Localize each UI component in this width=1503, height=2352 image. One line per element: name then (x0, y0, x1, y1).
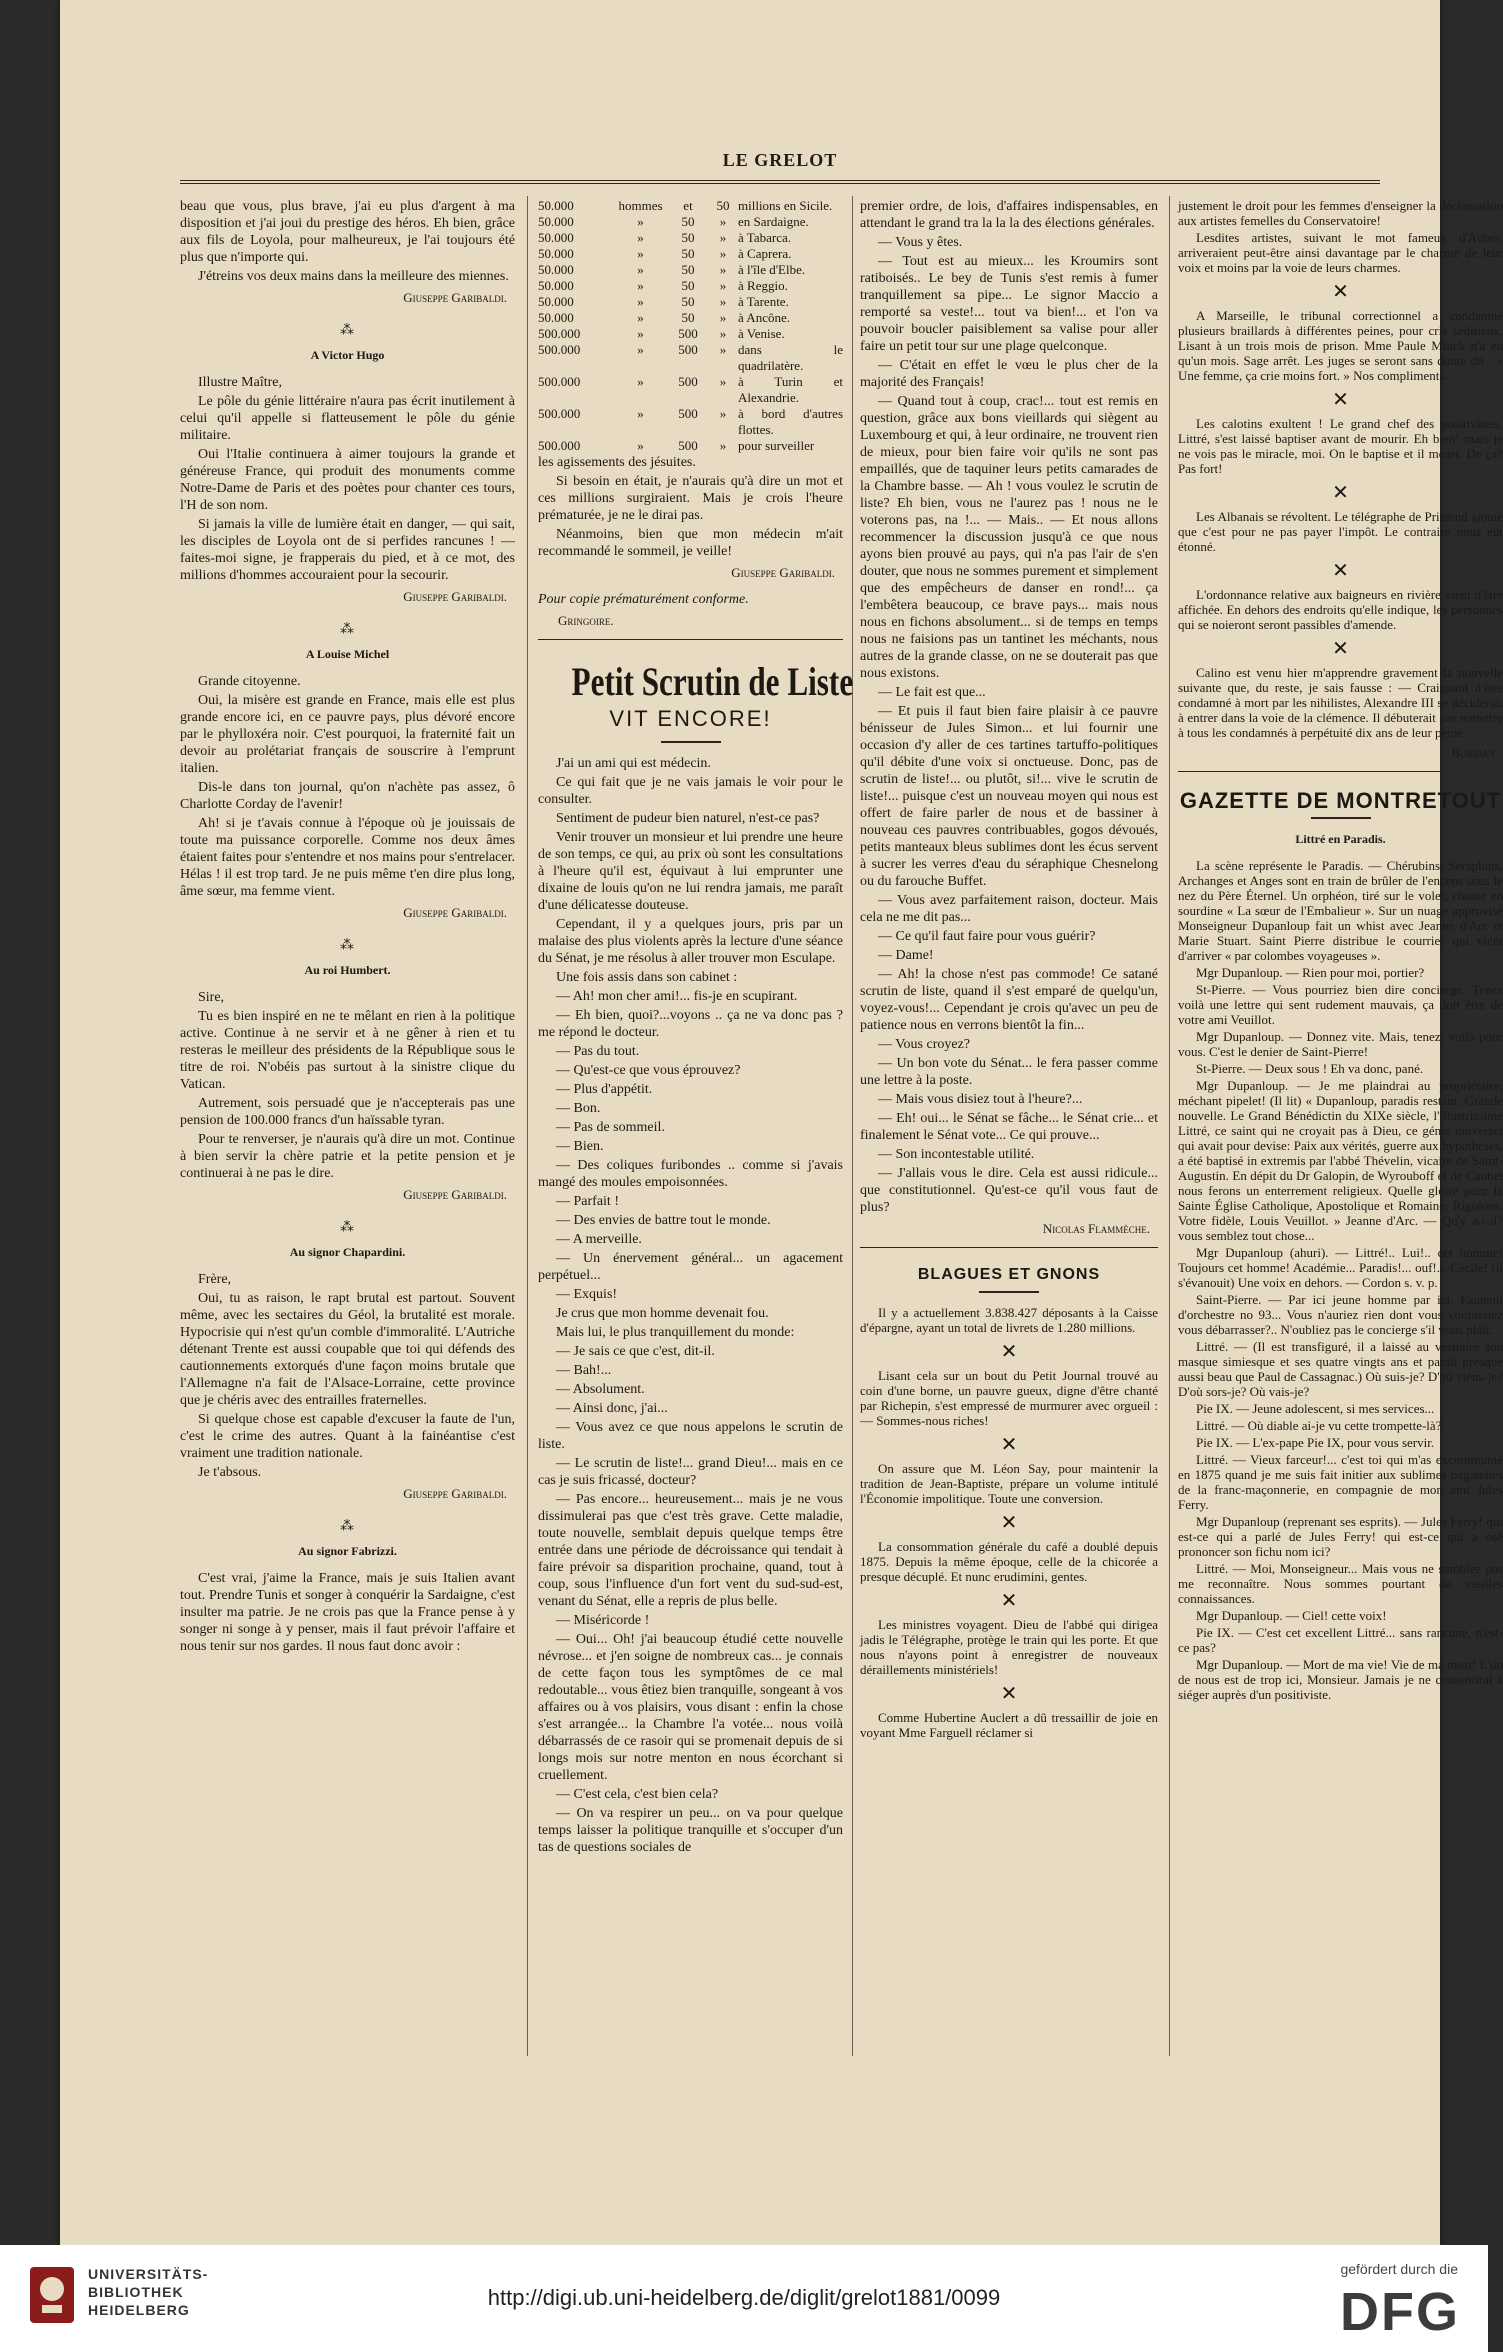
paragraph: Cependant, il y a quelques jours, pris par un malaise des plus violents après la lecture d'une séance du Sénat, je me résolus à aller trouver mon Esculape. (538, 917, 843, 966)
news-item: Les Albanais se révoltent. Le télégraphe de Prisrend ajoute que c'est pour ne pas payer l'impôt. Le contraire nous eût étonné. (1178, 509, 1503, 554)
paragraph: Tu es bien inspiré en ne te mêlant en rien à la politique active. Continue à ne servir et à ne gêner à rien et tu resteras le meilleur des présidents de la République sous le titre de roi. N'obéis pas surtout à la sinistre clique du Vatican. (180, 1009, 515, 1092)
asterism-icon: ⁂ (340, 323, 355, 338)
title-rule (1311, 817, 1371, 819)
letter-heading: A Victor Hugo (310, 348, 385, 362)
dialogue-line: Pie IX. — C'est cet excellent Littré... sans rancune, n'est-ce pas? (1178, 1625, 1503, 1655)
table-cell: » (719, 406, 727, 421)
gazette-title: GAZETTE DE MONTRETOUT (1179, 788, 1502, 813)
article-title: Petit Scrutin de Liste (571, 659, 854, 704)
table-cell: en Sardaigne. (738, 214, 809, 229)
paragraph: Ce qui fait que je ne vais jamais le voir pour le consulter. (538, 775, 843, 807)
paragraph: — Bon. (556, 1101, 601, 1116)
logo-line: BIBLIOTHEK (88, 2284, 184, 2300)
dialogue-line: St-Pierre. — Vous pourriez bien dire concierge. Tenez voilà une lettre qui sent rudement mauvais, ça doit être de votre ami Veuillot. (1178, 982, 1503, 1027)
paragraph: Grande citoyenne. (198, 674, 301, 689)
dialogue-line: Mgr Dupanloup (reprenant ses esprits). — Jules Ferry! qui est-ce qui a parlé de Jules Ferry! qui est-ce qui a osé prononcer son fichu nom ici? (1178, 1514, 1503, 1559)
table-cell: à Turin et Alexandrie. (738, 374, 843, 405)
section-rule (538, 639, 843, 640)
letter-heading: Au signor Chapardini. (289, 1245, 406, 1259)
dialogue-line: Mgr Dupanloup. — Ciel! cette voix! (1196, 1608, 1387, 1623)
paragraph: — Bien. (556, 1139, 604, 1154)
signature: Giuseppe Garibaldi. (403, 905, 507, 920)
gazette-subtitle: Littré en Paradis. (1295, 832, 1386, 846)
paragraph: — Vous avez parfaitement raison, docteur. Mais cela ne me dit pas... (860, 893, 1158, 925)
paragraph: — Plus d'appétit. (556, 1082, 653, 1097)
signature: Giuseppe Garibaldi. (403, 1187, 507, 1202)
table-cell: 50.000 (538, 294, 574, 309)
paragraph: Oui, la misère est grande en France, mais elle est plus grande encore ici, en ce pauvre pays, plus dévoré encore par le phylloxéra noir. C'est pourquoi, la fraternité fait un devoir au prolétariat français de souscrire à l'emprunt italien. (180, 693, 515, 776)
paragraph: — Un énervement général... un agacement perpétuel... (538, 1251, 843, 1283)
table-cell: » (719, 294, 727, 309)
paragraph: justement le droit pour les femmes d'enseigner la déclamation aux artistes femelles du Conservatoire! (1178, 198, 1503, 228)
signature: Buridan (1451, 745, 1495, 760)
paragraph: C'est vrai, j'aime la France, mais je suis Italien avant tout. Prendre Tunis et songer à conquérir la Sardaigne, c'est insulter ma patrie. Je ne crois pas que la France pense à y songer ni songe à y penser, mais il faut prévoir l'affaire et nous tenir sur nos gardes. Il nous faut donc avoir : (180, 1571, 515, 1654)
paragraph: Oui, tu as raison, le rapt brutal est partout. Souvent même, avec les sectaires du Géol, la brutalité est morale. Hypocrisie qui n'est qu'un comble d'immoralité. L'Autriche détenant Trente est aussi coupable que toi qui défends des cautionnements extorqués d'une façon moins brutale que l'Allemagne n'a fait de l'Alsace-Lorraine, cette province que je chéris avec des entrailles fraternelles. (180, 1291, 515, 1408)
paragraph: — A merveille. (556, 1232, 642, 1247)
table-cell: millions en Sicile. (738, 198, 833, 213)
dialogue-line: Saint-Pierre. — Par ici jeune homme par ici. Fauteuil d'orchestre no 93... Vous n'auriez rien dont vous voulussiez vous débarrasser?.. N'oubliez pas le concierge s'il vous plaît. (1178, 1292, 1503, 1337)
column-2 (538, 198, 854, 2038)
paragraph: — Absolument. (556, 1382, 645, 1397)
paragraph: Illustre Maître, (198, 375, 282, 390)
table-row (538, 230, 843, 246)
table-cell: 50.000 (538, 278, 574, 293)
table-cell: 50 (681, 310, 695, 325)
paragraph: — Ce qu'il faut faire pour vous guérir? (878, 929, 1096, 944)
table-cell: 50.000 (538, 246, 574, 261)
news-item: Comme Hubertine Auclert a dû tressaillir de joie en voyant Mme Farguell réclamer si (860, 1710, 1158, 1740)
news-item: Les ministres voyagent. Dieu de l'abbé qui dirigea jadis le Télégraphe, protège le train qui les porte. Et que nous n'ayons point à enregistrer de nouveaux déraillements ministériels! (860, 1617, 1158, 1677)
table-cell: à Caprera. (738, 246, 792, 261)
news-item: Il y a actuellement 3.838.427 déposants à la Caisse d'épargne, ayant un total de livrets de 1.280 millions. (860, 1305, 1158, 1335)
table-cell: 50 (681, 294, 695, 309)
paragraph: — Qu'est-ce que vous éprouvez? (556, 1063, 741, 1078)
paragraph: — Le scrutin de liste!... grand Dieu!... mais en ce cas je suis fricassé, docteur? (538, 1456, 843, 1488)
table-cell: et (683, 198, 693, 213)
table-cell: » (637, 214, 644, 229)
table-row (538, 278, 843, 294)
table-row (538, 214, 843, 230)
separator-cross-icon: ✕ (1332, 279, 1349, 303)
section-rule (1178, 771, 1503, 772)
logo-line: UNIVERSITÄTS- (88, 2266, 209, 2282)
title-rule (979, 1291, 1039, 1293)
table-cell: 500 (678, 342, 698, 357)
separator-cross-icon: ✕ (1332, 480, 1349, 504)
paragraph: — Eh! oui... le Sénat se fâche... le Sénat crie... et finalement le Sénat vote... Ce qui prouve... (860, 1111, 1158, 1143)
table-cell: 50 (681, 278, 695, 293)
table-cell: 500 (678, 438, 698, 453)
table-cell: 50.000 (538, 214, 574, 229)
table-cell: 50.000 (538, 310, 574, 325)
dialogue-line: Mgr Dupanloup. — Donnez vite. Mais, tenez, voilà pour vous. C'est le denier de Saint-Pierre! (1178, 1029, 1503, 1059)
table-cell: » (637, 438, 644, 453)
paragraph: — Je sais ce que c'est, dit-il. (556, 1344, 715, 1359)
dialogue-line: Littré. — Moi, Monseigneur... Mais vous ne semblez pas me reconnaître. Nous sommes pourtant de vieilles connaissances. (1178, 1561, 1503, 1606)
paragraph: — Ah! la chose n'est pas commode! Ce satané scrutin de liste, quand il s'est emparé de quelqu'un, voyez-vous!... Cependant je crois qu'avec un peu de patience nous en verrons bientôt la fin... (860, 967, 1158, 1033)
table-cell: 50.000 (538, 262, 574, 277)
news-item: Calino est venu hier m'apprendre gravement la nouvelle suivante que, du reste, je sais fausse : — Craignant d'être condamné à mort par les nihilistes, Alexandre III se déciderait à entrer dans la voie de la clémence. Il débuterait par remettre à tous les condamnés à perpétuité dix ans de leur peine. (1178, 665, 1503, 740)
news-item: La consommation générale du café a doublé depuis 1875. Depuis la même époque, celle de la chicorée a presque décuplé. Et nunc erudimini, gentes. (860, 1539, 1158, 1584)
paragraph: — Parfait ! (556, 1194, 619, 1209)
paragraph: premier ordre, de lois, d'affaires indispensables, en attendant le grand tra la la la des élections générales. (860, 199, 1158, 231)
table-cell: 500.000 (538, 406, 581, 421)
asterism-icon: ⁂ (340, 622, 355, 637)
table-cell: » (637, 326, 644, 341)
table-row (538, 246, 843, 262)
table-cell: » (637, 278, 644, 293)
separator-cross-icon: ✕ (1000, 1510, 1018, 1534)
paragraph: — On va respirer un peu... on va pour quelque temps laisser la politique tranquille et s'occuper d'un tas de questions sociales de (538, 1806, 843, 1855)
section-rule (860, 1247, 1158, 1248)
table-cell: à Ancône. (738, 310, 790, 325)
paragraph: Oui l'Italie continuera à aimer toujours la grande et généreuse France, qui produit des monuments comme Notre-Dame de Paris et des poètes pour chanter ces tours, l'H de son nom. (180, 447, 515, 513)
table-cell: 50.000 (538, 198, 574, 213)
signature: Giuseppe Garibaldi. (403, 589, 507, 604)
paragraph: — J'allais vous le dire. Cela est aussi ridicule... que constitutionnel. Qu'est-ce qu'il vous faut de plus? (860, 1166, 1158, 1215)
dialogue-line: Mgr Dupanloup. — Je me plaindrai au propriétaire, méchant pipelet! (Il lit) « Dupanloup, paradis restant. Grande nouvelle. Le Grand Bénédictin du XIXe siècle, l'illustrissime Littré, ce saint qui ne croyait pas à Dieu, ce génie universel qui avait pour devise: Paix aux vérités, guerre aux hypothèses, a été baptisé in extremis par l'abbé Thévelin, vicaire de Saint-Augustin. En dépit du Dr Galopin, de Wyrouboff et de Caubet nous ferons un enterrement religieux. Quelle gloire pour la Sainte Église Catholique, Apostolique et Romaine. Rigolons. Votre fidèle, Louis Veuillot. » Jeanne d'Arc. — Qu'y a-t-il? vous semblez tout chose... (1178, 1078, 1503, 1243)
separator-cross-icon: ✕ (1332, 387, 1349, 411)
paragraph: Dis-le dans ton journal, qu'on n'achète pas assez, ô Charlotte Corday de l'avenir! (180, 780, 515, 812)
table-cell: à l'île d'Elbe. (738, 262, 806, 277)
table-cell: 50 (716, 198, 730, 213)
paragraph: Lesdites artistes, suivant le mot fameux d'Auber, arriveraient peut-être ainsi davantage par le charme de leur voix et moins par la voie de leurs charmes. (1178, 230, 1503, 275)
paragraph: Sentiment de pudeur bien naturel, n'est-ce pas? (556, 811, 820, 826)
table-cell: 500 (678, 374, 698, 389)
paragraph: Ah! si je t'avais connue à l'époque où je jouissais de toute ma puissance corporelle. Comme nos deux âmes étaient faites pour s'entendre et nos mains pour s'entrelacer. Hélas ! il est trop tard. Je ne puis même t'en dire plus long, âme sœur, ma femme vient. (180, 816, 515, 899)
table-cell: » (637, 406, 644, 421)
signature: Nicolas Flammèche. (1042, 1221, 1150, 1236)
paragraph: — Tout est au mieux... les Kroumirs sont ratiboisés.. Le bey de Tunis s'est remis à fumer tranquillement sa pipe... Le signor Maccio a remporté sa veste!... tout va bien!... et l'on va pouvoir boucler paisiblement sa valise pour aller faire un petit tour sur une plage quelconque. (860, 254, 1158, 354)
table-cell: » (637, 342, 644, 357)
paragraph: beau que vous, plus brave, j'ai eu plus d'argent à ma disposition et j'ai joui du prestige des héros. Eh bien, grâce aux fils de Loyola, pour malheureux, je l'ai toujours été plus que n'importe qui. (180, 199, 515, 265)
table-cell: 50 (681, 246, 695, 261)
paragraph: — Vous croyez? (878, 1037, 971, 1052)
table-cell: à Tarente. (738, 294, 789, 309)
table-row (538, 262, 843, 278)
dialogue-line: Littré. — (Il est transfiguré, il a laissé au vestiaire son masque simiesque et ses quatre vingts ans et paraît presque aussi beau que Paul de Cassagnac.) Où suis-je? D'où viens-je? D'où sors-je? Où vais-je? (1178, 1339, 1503, 1399)
troop-table (538, 198, 843, 454)
masthead-rule (180, 180, 1380, 184)
asterism-icon: ⁂ (340, 1220, 355, 1235)
paragraph: — Pas du tout. (556, 1044, 640, 1059)
table-row (538, 342, 843, 374)
paragraph: — Vous avez ce que nous appelons le scrutin de liste. (538, 1420, 843, 1452)
paragraph: — Vous y êtes. (878, 235, 963, 250)
table-cell: » (719, 342, 727, 357)
dfg-logo: DFG (1340, 2282, 1460, 2342)
table-row (538, 326, 843, 342)
table-cell: » (719, 438, 727, 453)
paragraph: Mais lui, le plus tranquillement du monde: (556, 1325, 795, 1340)
paragraph: — Mais vous disiez tout à l'heure?... (878, 1092, 1083, 1107)
asterism-icon: ⁂ (340, 938, 355, 953)
paragraph: — Son incontestable utilité. (878, 1147, 1035, 1162)
paragraph: — Des coliques furibondes .. comme si j'avais mangé des moules empoisonnées. (538, 1158, 843, 1190)
paragraph: Pour te renverser, je n'aurais qu'à dire un mot. Continue à bien servir la chère patrie et la petite pension et je continuerai à ne pas le dire. (180, 1132, 515, 1181)
table-cell: 50 (681, 230, 695, 245)
paragraph: Si jamais la ville de lumière était en danger, — qui sait, les disciples de Loyola ont de si perfides rancunes ! — faites-moi signe, je frapperais du pied, et à ce mot, des millions d'hommes accouraient pour la secourir. (180, 517, 515, 583)
table-row (538, 406, 843, 438)
table-cell: » (719, 326, 727, 341)
table-cell: 50 (681, 262, 695, 277)
dialogue-line: Mgr Dupanloup. — Mort de ma vie! Vie de ma mort! L'un de nous est de trop ici, Monsieur. Jamais je ne consentirai à siéger auprès d'un positiviste. (1178, 1657, 1503, 1702)
paragraph: — Exquis! (556, 1287, 618, 1302)
table-row (538, 198, 843, 214)
table-cell: » (719, 230, 727, 245)
table-row (538, 438, 843, 454)
table-cell: 50 (681, 214, 695, 229)
table-cell: pour surveiller (738, 438, 815, 453)
page-url-link[interactable]: http://digi.ub.uni-heidelberg.de/diglit/grelot1881/0099 (487, 2285, 1001, 2310)
logo-line: HEIDELBERG (88, 2302, 190, 2318)
news-item: L'ordonnance relative aux baigneurs en rivière vient d'être affichée. En dehors des endroits qu'elle indique, les personnes qui se noieront seront passibles d'amende. (1178, 587, 1503, 632)
separator-cross-icon: ✕ (1000, 1339, 1018, 1363)
paragraph: — Oui... Oh! j'ai beaucoup étudié cette nouvelle névrose... et j'en soigne de nombreux cas... je connais de cette façon tous les symptômes de ce mal redoutable... vous êtiez bien tranquille, songeant à vos affaires ou à vos plaisirs, vous disant : enfin la chose s'est arrangée... la Chambre l'a votée... nous voilà débarrassés de ce rasoir qui se promenait depuis de si longs mois sur notre menton en nous écorchant si cruellement. (538, 1632, 843, 1783)
paragraph: Venir trouver un monsieur et lui prendre une heure de son temps, ce qui, au prix où sont les consultations à l'heure qu'il est, équivaut à lui emprunter une dixaine de louis qu'on ne lui rendra jamais, me paraît d'une délicatesse douteuse. (538, 830, 843, 913)
table-cell: » (637, 310, 644, 325)
signature: Giuseppe Garibaldi. (731, 565, 835, 580)
paragraph: Je crus que mon homme devenait fou. (556, 1306, 769, 1321)
paragraph: — Des envies de battre tout le monde. (556, 1213, 771, 1228)
separator-cross-icon: ✕ (1332, 558, 1349, 582)
table-cell: » (637, 230, 644, 245)
table-cell: » (637, 374, 644, 389)
column-divider (852, 196, 853, 2056)
table-row (538, 374, 843, 406)
dialogue-line: Pie IX. — Jeune adolescent, si mes services... (1196, 1401, 1435, 1416)
paragraph: — Miséricorde ! (556, 1613, 650, 1628)
paragraph: — C'était en effet le vœu le plus cher de la majorité des Français! (860, 358, 1158, 390)
paragraph: Frère, (198, 1272, 232, 1287)
table-cell: » (637, 246, 644, 261)
dialogue-line: Littré. — Vieux farceur!... c'est toi qui m'as excommunié en 1875 quand je me suis fait initier aux sublimes bagatelles de la franc-maçonnerie, en compagnie de mon ami Jules Ferry. (1178, 1452, 1503, 1512)
paragraph: Autrement, sois persuadé que je n'accepterais pas une pension de 100.000 francs d'un haïssable tyran. (180, 1096, 515, 1128)
paragraph: — Bah!... (556, 1363, 612, 1378)
paragraph: Si besoin en était, je n'aurais qu'à dire un mot et ces millions surgiraient. Mais je crois l'heure prématurée, je ne le dirai pas. (538, 474, 843, 523)
paragraph: Le pôle du génie littéraire n'aura pas écrit inutilement à celui qu'il appelle si flatteusement le pôle du génie militaire. (180, 394, 515, 443)
letter-heading: Au signor Fabrizzi. (298, 1544, 397, 1558)
table-cell: » (719, 214, 727, 229)
paragraph: Néanmoins, bien que mon médecin m'ait recommandé le sommeil, je veille! (538, 527, 843, 559)
table-cell: hommes (618, 198, 663, 213)
funded-by-label: gefördert durch die (1340, 2261, 1458, 2277)
column-divider (1169, 196, 1170, 2056)
section-title: BLAGUES ET GNONS (917, 1266, 1101, 1283)
table-cell: » (719, 374, 727, 389)
newspaper-page (60, 0, 1503, 2245)
title-rule (661, 741, 721, 743)
table-cell: 500 (678, 406, 698, 421)
paragraph: — Quand tout à coup, crac!... tout est remis en question, grâce aux bons vieillards qui siègent au Luxembourg et qui, à leur ordinaire, ne trouvent rien de mieux, pour bien faire voir qu'ils ne sont pas empaillés, que de taquiner leurs petits camarades de la Chambre basse. — Ah ! vous voulez le scrutin de liste? Eh bien, vous ne l'aurez pas ! nous ne le voterons pas, na !... — Mais.. — Et nous allons recommencer la discussion jusqu'à ce que nous ayons bien prouvé au pays, qui n'a pas l'air de s'en douter, que nous ne sommes purement et simplement que des empêcheurs de danser en rond!... ça l'embêtera beaucoup, ce brave pays... mais nous nous en fichons absolument... si de temps en temps nous ne faisions pas un tantinet les méchants, nous autres de la grande classe, on ne se douterait pas que nous existons. (860, 394, 1158, 681)
separator-cross-icon: ✕ (1000, 1681, 1018, 1705)
paragraph: — Et puis il faut bien faire plaisir à ce pauvre bénisseur de Jules Simon... et lui fournir une occasion d'y aller de ces tartines tartuffo-politiques qu'il débite d'une voix si onctueuse. Donc, pas de scrutin de liste!... ou plutôt, si!... vive le scrutin de liste!... puisque c'est un nouveau moyen qui nous est offert de faire parler de nous et de bassiner à nouveau ces pauvres contribuables, gogos dévoués, petits manteaux bleus sublimes dont les écus servent à sucrer les verres d'eau du séraphique Chesnelong ou du farouche Buffet. (860, 704, 1158, 889)
signature: Gringoire. (558, 613, 614, 628)
paragraph: — C'est cela, c'est bien cela? (556, 1787, 719, 1802)
paragraph: — Pas encore... heureusement... mais je ne vous dissimulerai pas que c'est très grave. Cette maladie, toute nouvelle, semblait depuis quelque temps être entrée dans une période de décroissance qui tendait à faire prévoir sa disparition prochaine, quand, tout à coup, sous l'influence d'un fort vent du sud-sud-est, venant du Sénat, elle a repris de plus belle. (538, 1492, 843, 1609)
signature: Giuseppe Garibaldi. (403, 290, 507, 305)
table-cell: dans le quadrilatère. (738, 342, 843, 373)
table-cell: » (637, 262, 644, 277)
table-cell: 500.000 (538, 326, 581, 341)
paragraph: — Ah! mon cher ami!... fis-je en scupirant. (556, 989, 798, 1004)
viewer-footer (0, 2245, 1488, 2352)
paragraph: — Pas de sommeil. (556, 1120, 665, 1135)
page-masthead: LE GRELOT (722, 150, 838, 170)
table-cell: à Reggio. (738, 278, 788, 293)
news-item: Les calotins exultent ! Le grand chef des positivistes, Littré, s'est laissé baptiser avant de mourir. Eh bien! mais je ne vois pas le miracle, moi. On le baptise et il meurt. De ça? Pas fort! (1178, 416, 1503, 476)
news-item: A Marseille, le tribunal correctionnel a condamné plusieurs braillards à différentes peines, pour cris séditieux. Lisant à un trois mois de prison. Mme Paule Minck n'a eu qu'un mois. Sage arrêt. Les juges se seront sans doute dit : « Une femme, ça crie moins fort. » Nos compliments. (1178, 308, 1503, 383)
dialogue-line: Mgr Dupanloup (ahuri). — Littré!.. Lui!.. cet homme! Toujours cet homme! Académie... Paradis!... ouf!... Cécile! (il s'évanouit) Une voix en dehors. — Cordon s. v. p. (1178, 1245, 1503, 1290)
table-cell: » (637, 294, 644, 309)
news-item: Lisant cela sur un bout du Petit Journal trouvé au coin d'une borne, un pauvre gueux, digne d'être chanté par Richepin, s'est empressé de murmurer avec orgueil : — Sommes-nous riches! (860, 1368, 1158, 1428)
table-cell: 50.000 (538, 230, 574, 245)
paragraph: les agissements des jésuites. (538, 455, 696, 470)
dialogue-line: St-Pierre. — Deux sous ! Eh va donc, pané. (1196, 1061, 1424, 1076)
paragraph: — Un bon vote du Sénat... le fera passer comme une lettre à la poste. (860, 1056, 1158, 1088)
paragraph: — Eh bien, quoi?...voyons .. ça ne va donc pas ? me répond le docteur. (538, 1008, 843, 1040)
paragraph: Sire, (198, 990, 225, 1005)
table-row (538, 310, 843, 326)
column-1 (180, 198, 515, 2038)
signature: Giuseppe Garibaldi. (403, 1486, 507, 1501)
letter-heading: A Louise Michel (305, 647, 390, 661)
dialogue-line: Littré. — Où diable ai-je vu cette trompette-là? (1196, 1418, 1442, 1433)
dialogue-line: Pie IX. — L'ex-pape Pie IX, pour vous servir. (1196, 1435, 1435, 1450)
table-cell: » (719, 310, 727, 325)
paragraph: Une fois assis dans son cabinet : (556, 970, 738, 985)
table-cell: 500.000 (538, 342, 581, 357)
paragraph: Si quelque chose est capable d'excuser la faute de l'un, c'est le crime des autres. Quant à la fainéantise c'est vraiment une tradition nationale. (180, 1412, 515, 1461)
table-cell: 500 (678, 326, 698, 341)
column-3 (860, 198, 1158, 2038)
table-cell: » (719, 262, 727, 277)
separator-cross-icon: ✕ (1332, 636, 1349, 660)
separator-cross-icon: ✕ (1000, 1588, 1018, 1612)
table-row (538, 294, 843, 310)
table-cell: à Tabarca. (738, 230, 791, 245)
column-divider (527, 196, 528, 2056)
column-4 (1178, 198, 1503, 2038)
paragraph: J'étreins vos deux mains dans la meilleure des miennes. (198, 269, 509, 284)
letter-heading: Au roi Humbert. (304, 963, 391, 977)
table-cell: 500.000 (538, 374, 581, 389)
news-item: On assure que M. Léon Say, pour maintenir la tradition de Jean-Baptiste, prépare un volume intitulé l'Économie impolitique. Toute une conversion. (860, 1461, 1158, 1506)
table-cell: » (719, 246, 727, 261)
paragraph: J'ai un ami qui est médecin. (556, 756, 711, 771)
asterism-icon: ⁂ (340, 1519, 355, 1534)
article-subtitle: VIT ENCORE! (609, 706, 772, 731)
copie-note: Pour copie prématurément conforme. (538, 592, 749, 607)
dialogue-line: Mgr Dupanloup. — Rien pour moi, portier? (1196, 965, 1425, 980)
table-cell: à Venise. (738, 326, 785, 341)
paragraph: Je t'absous. (198, 1465, 262, 1480)
table-cell: 500.000 (538, 438, 581, 453)
paragraph: — Ainsi donc, j'ai... (556, 1401, 668, 1416)
separator-cross-icon: ✕ (1000, 1432, 1018, 1456)
paragraph: — Dame! (878, 948, 934, 963)
dialogue-line: La scène représente le Paradis. — Chérubins, Séraphins, Archanges et Anges sont en train de brûler de l'encens sous le nez du Père Éternel. Un orphéon, tiré sur le volet, chante en sourdine « La sœur de l'Embalieur ». Sur un nuage approvisé Monseigneur Dupanloup fait un whist avec Jeanne d'Arc et Marie Stuart. Saint Pierre distribue le courrier qui vient d'arriver « par colombes voyageuses ». (1178, 858, 1503, 963)
paragraph: — Le fait est que... (878, 685, 986, 700)
table-cell: à bord d'autres flottes. (738, 406, 843, 437)
table-cell: » (719, 278, 727, 293)
